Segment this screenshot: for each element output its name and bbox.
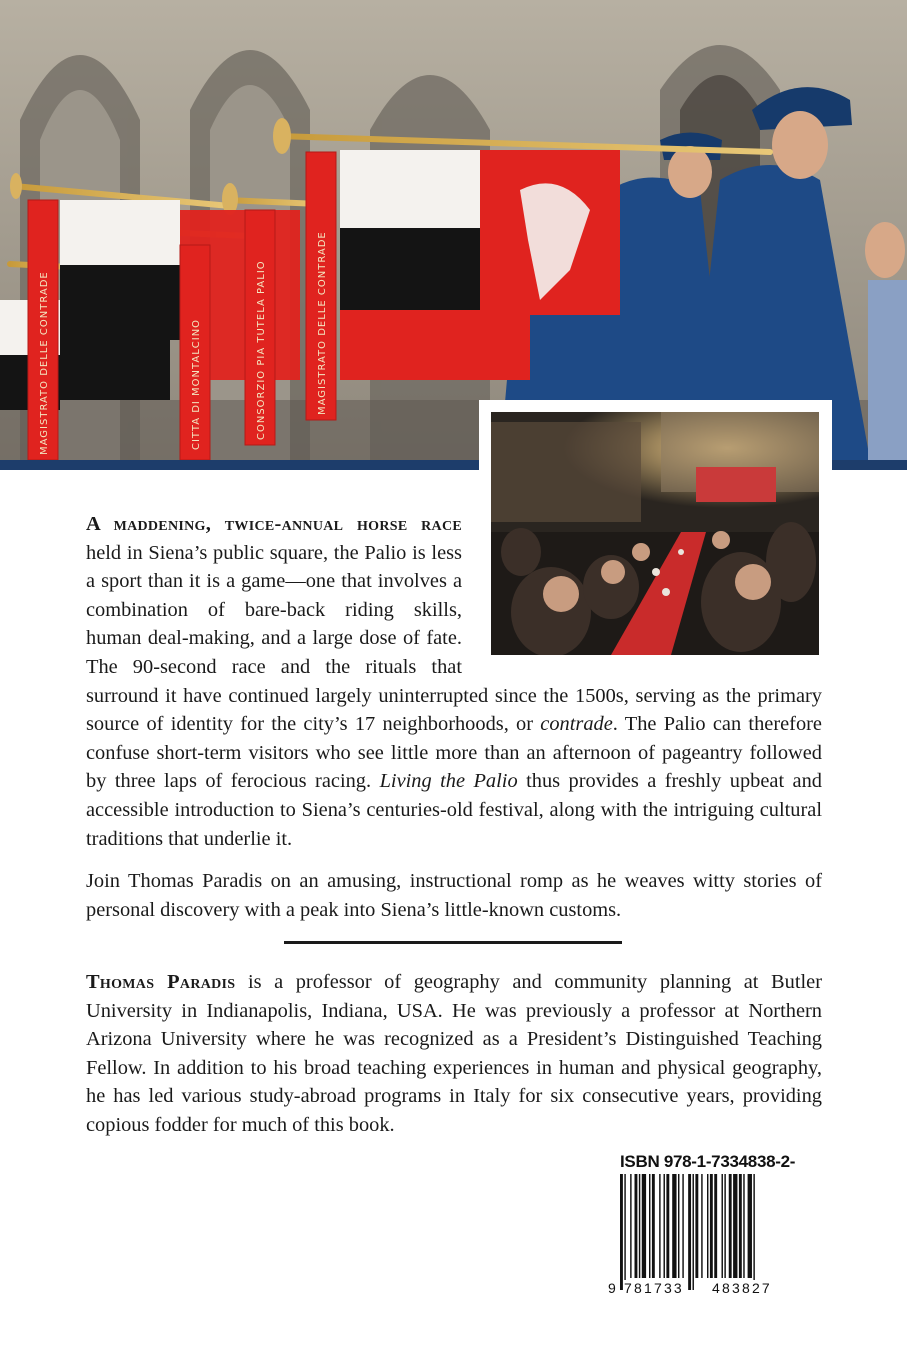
barcode-bar — [672, 1174, 676, 1278]
barcode-bar — [724, 1174, 725, 1278]
blurb-p1-em-title: Living the Palio — [379, 770, 518, 793]
banner-text-mid1: CITTA DI MONTALCINO — [191, 318, 202, 450]
hero-photo — [0, 0, 907, 460]
barcode-bar — [695, 1174, 698, 1278]
blurb-p1-part-c: thus provides a freshly upbeat and accessible introduction to Siena’s centuries-old festival, along with the intriguing cultural traditions that underlie it. — [86, 770, 822, 850]
barcode-bar — [714, 1174, 717, 1278]
barcode-bar — [639, 1174, 640, 1278]
author-bio — [86, 968, 822, 1140]
barcode-bar — [678, 1174, 679, 1278]
barcode-bar — [642, 1174, 646, 1278]
barcode-bar — [666, 1174, 669, 1278]
barcode-bar — [624, 1174, 625, 1290]
photo-wrap-spacer — [462, 510, 822, 678]
barcode-bar — [620, 1174, 623, 1290]
barcode-bar — [748, 1174, 752, 1278]
barcode-digit-first: 9 — [608, 1280, 618, 1296]
barcode-bar — [743, 1174, 744, 1278]
author-bio-text: is a professor of geography and community planning at Butler University in Indianapolis, Indiana, USA. He was previously a professor at Northern Arizona University where he was recognized as a President’s Distinguished Teaching Fellow. In addition to his broad teaching experiences in human and physical geography, he has led various study-abroad programs in Italy for six consecutive years, providing copious fodder for much of this book. — [86, 971, 822, 1136]
blurb-paragraph-2: Join Thomas Paradis on an amusing, instructional romp as he weaves witty stories of personal discovery with a peak into Siena’s little-known customs. — [86, 870, 822, 921]
barcode-bar — [652, 1174, 655, 1278]
barcode-digits-group1: 781733 — [624, 1280, 684, 1296]
barcode-bar — [649, 1174, 650, 1278]
blurb-p1-part-b: . The Palio can therefore confuse short-term visitors who see little more than an afternoon of pageantry followed by three laps of ferocious racing. — [86, 713, 822, 793]
barcode-bar — [707, 1174, 708, 1278]
blurb — [86, 510, 822, 938]
barcode-bar — [693, 1174, 694, 1290]
barcode-bar — [733, 1174, 737, 1278]
banner-text-right: MAGISTRATO DELLE CONTRADE — [317, 231, 328, 415]
barcode-bar — [682, 1174, 683, 1278]
barcode-bar — [688, 1174, 691, 1290]
barcode-bar — [710, 1174, 713, 1278]
barcode-digits-group2: 483827 — [712, 1280, 772, 1296]
blurb-lead: A maddening, twice-annual horse race — [86, 513, 462, 535]
barcode-bar — [739, 1174, 742, 1278]
section-divider — [284, 941, 622, 944]
banner-text-left: MAGISTRATO DELLE CONTRADE — [39, 271, 50, 455]
blurb-p1-part-a: held in Siena’s public square, the Palio is less a sport than it is a game—one that involves a combination of bare-back riding skills, human deal-making, and a large dose of fate. The 90-second race and the rituals that surround it have continued largely uninterrupted since the 1500s, serving as the primary source of identity for the city’s 17 neighborhoods, or — [86, 541, 822, 736]
barcode-bar — [664, 1174, 665, 1278]
barcode-bar — [701, 1174, 702, 1278]
author-name: Thomas Paradis — [86, 971, 236, 993]
barcode-bar — [722, 1174, 723, 1278]
barcode-image — [608, 1174, 808, 1296]
blurb-p1-em-contrade: contrade — [540, 713, 613, 736]
barcode-bar — [729, 1174, 732, 1278]
barcode-bar — [753, 1174, 754, 1290]
hero-illustration — [0, 0, 907, 460]
isbn-label: ISBN 978-1-7334838-2- — [620, 1152, 796, 1171]
barcode-bar — [659, 1174, 660, 1278]
banner-text-mid2: CONSORZIO PIA TUTELA PALIO — [256, 260, 267, 440]
barcode-bar — [635, 1174, 638, 1278]
barcode-bar — [630, 1174, 631, 1278]
